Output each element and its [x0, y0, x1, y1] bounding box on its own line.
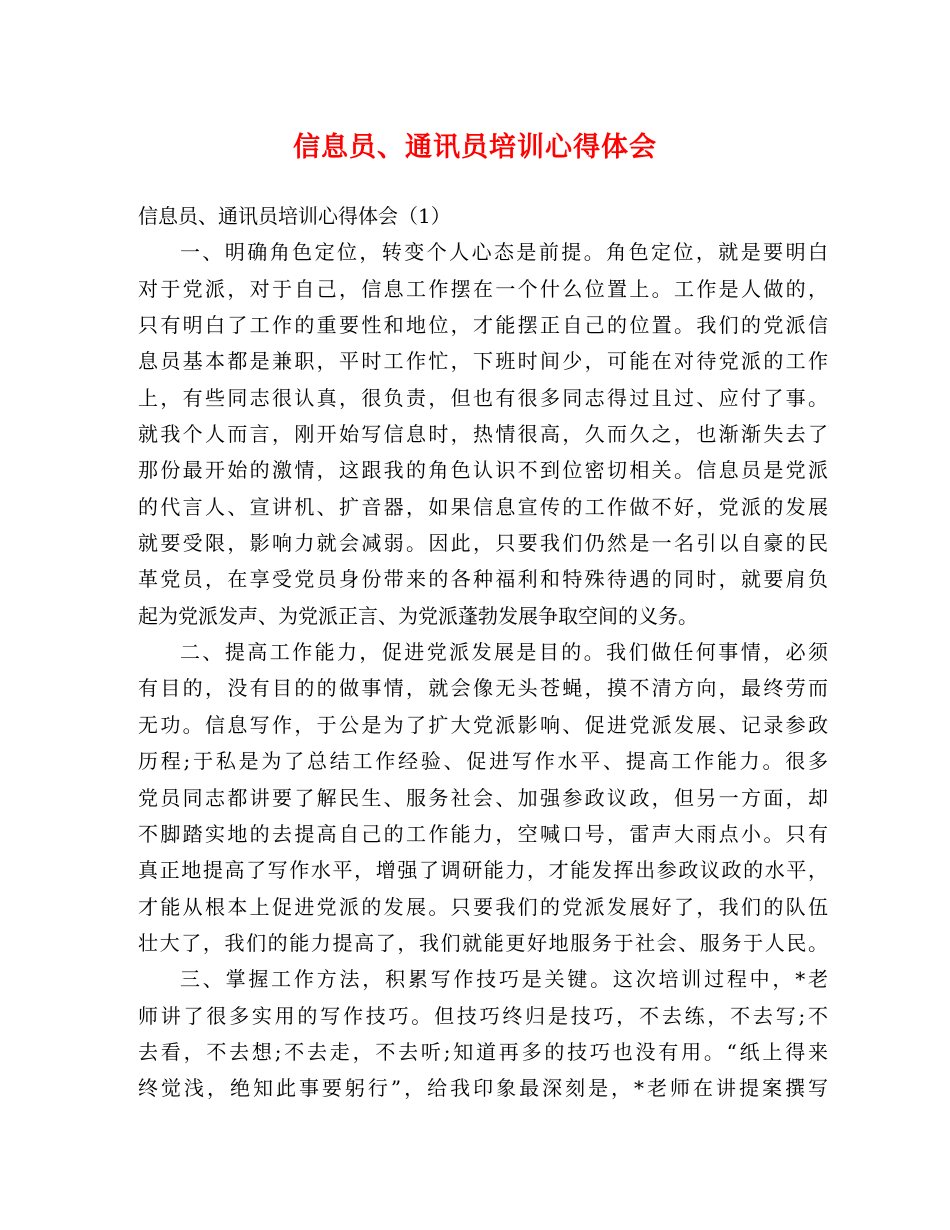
- paragraph-line: 终觉浅，绝知此事要躬行”，给我印象最深刻是，*老师在讲提案撰写: [138, 1076, 828, 1101]
- paragraph-line: 就我个人而言，刚开始写信息时，热情很高，久而久之，也渐渐失去了: [138, 422, 828, 447]
- paragraph-line: 有目的，没有目的的做事情，就会像无头苍蝇，摸不清方向，最终劳而: [138, 676, 828, 701]
- paragraph-line: 师讲了很多实用的写作技巧。但技巧终归是技巧，不去练，不去写;不: [138, 1003, 828, 1028]
- paragraph-line: 去看，不去想;不去走，不去听;知道再多的技巧也没有用。“纸上得来: [138, 1039, 828, 1064]
- paragraph-line: 历程;于私是为了总结工作经验、促进写作水平、提高工作能力。很多: [138, 749, 828, 774]
- paragraph-line: 壮大了，我们的能力提高了，我们就能更好地服务于社会、服务于人民。: [138, 930, 828, 955]
- paragraph-line: 那份最开始的激情，这跟我的角色认识不到位密切相关。信息员是党派: [138, 458, 828, 483]
- paragraph-line: 才能从根本上促进党派的发展。只要我们的党派发展好了，我们的队伍: [138, 894, 828, 919]
- paragraph-line: 息员基本都是兼职，平时工作忙，下班时间少，可能在对待党派的工作: [138, 349, 828, 374]
- paragraph-line: 就要受限，影响力就会减弱。因此，只要我们仍然是一名引以自豪的民: [138, 531, 828, 556]
- paragraph-line: 真正地提高了写作水平，增强了调研能力，才能发挥出参政议政的水平，: [138, 858, 828, 883]
- paragraph-line: 上，有些同志很认真，很负责，但也有很多同志得过且过、应付了事。: [138, 385, 828, 410]
- paragraph-line: 党员同志都讲要了解民生、服务社会、加强参政议政，但另一方面，却: [138, 785, 828, 810]
- paragraph-line: 革党员，在享受党员身份带来的各种福利和特殊待遇的同时，就要肩负: [138, 567, 828, 592]
- paragraph-line: 无功。信息写作，于公是为了扩大党派影响、促进党派发展、记录参政: [138, 712, 828, 737]
- paragraph-line: 二、提高工作能力，促进党派发展是目的。我们做任何事情，必须: [180, 640, 828, 665]
- document-body: [138, 198, 828, 1107]
- paragraph-line: 一、明确角色定位，转变个人心态是前提。角色定位，就是要明白: [180, 240, 828, 265]
- paragraph-line: 只有明白了工作的重要性和地位，才能摆正自己的位置。我们的党派信: [138, 313, 828, 338]
- paragraph-line: 三、掌握工作方法，积累写作技巧是关键。这次培训过程中，*老: [180, 967, 828, 992]
- document-title: 信息员、通讯员培训心得体会: [293, 132, 657, 163]
- paragraph-line: 起为党派发声、为党派正言、为党派蓬勃发展争取空间的义务。: [138, 603, 698, 628]
- section-heading: 信息员、通讯员培训心得体会（1）: [138, 204, 451, 228]
- paragraph-line: 不脚踏实地的去提高自己的工作能力，空喊口号，雷声大雨点小。只有: [138, 821, 828, 846]
- paragraph-line: 的代言人、宣讲机、扩音器，如果信息宣传的工作做不好，党派的发展: [138, 494, 828, 519]
- paragraph-line: 对于党派，对于自己，信息工作摆在一个什么位置上。工作是人做的，: [138, 276, 828, 301]
